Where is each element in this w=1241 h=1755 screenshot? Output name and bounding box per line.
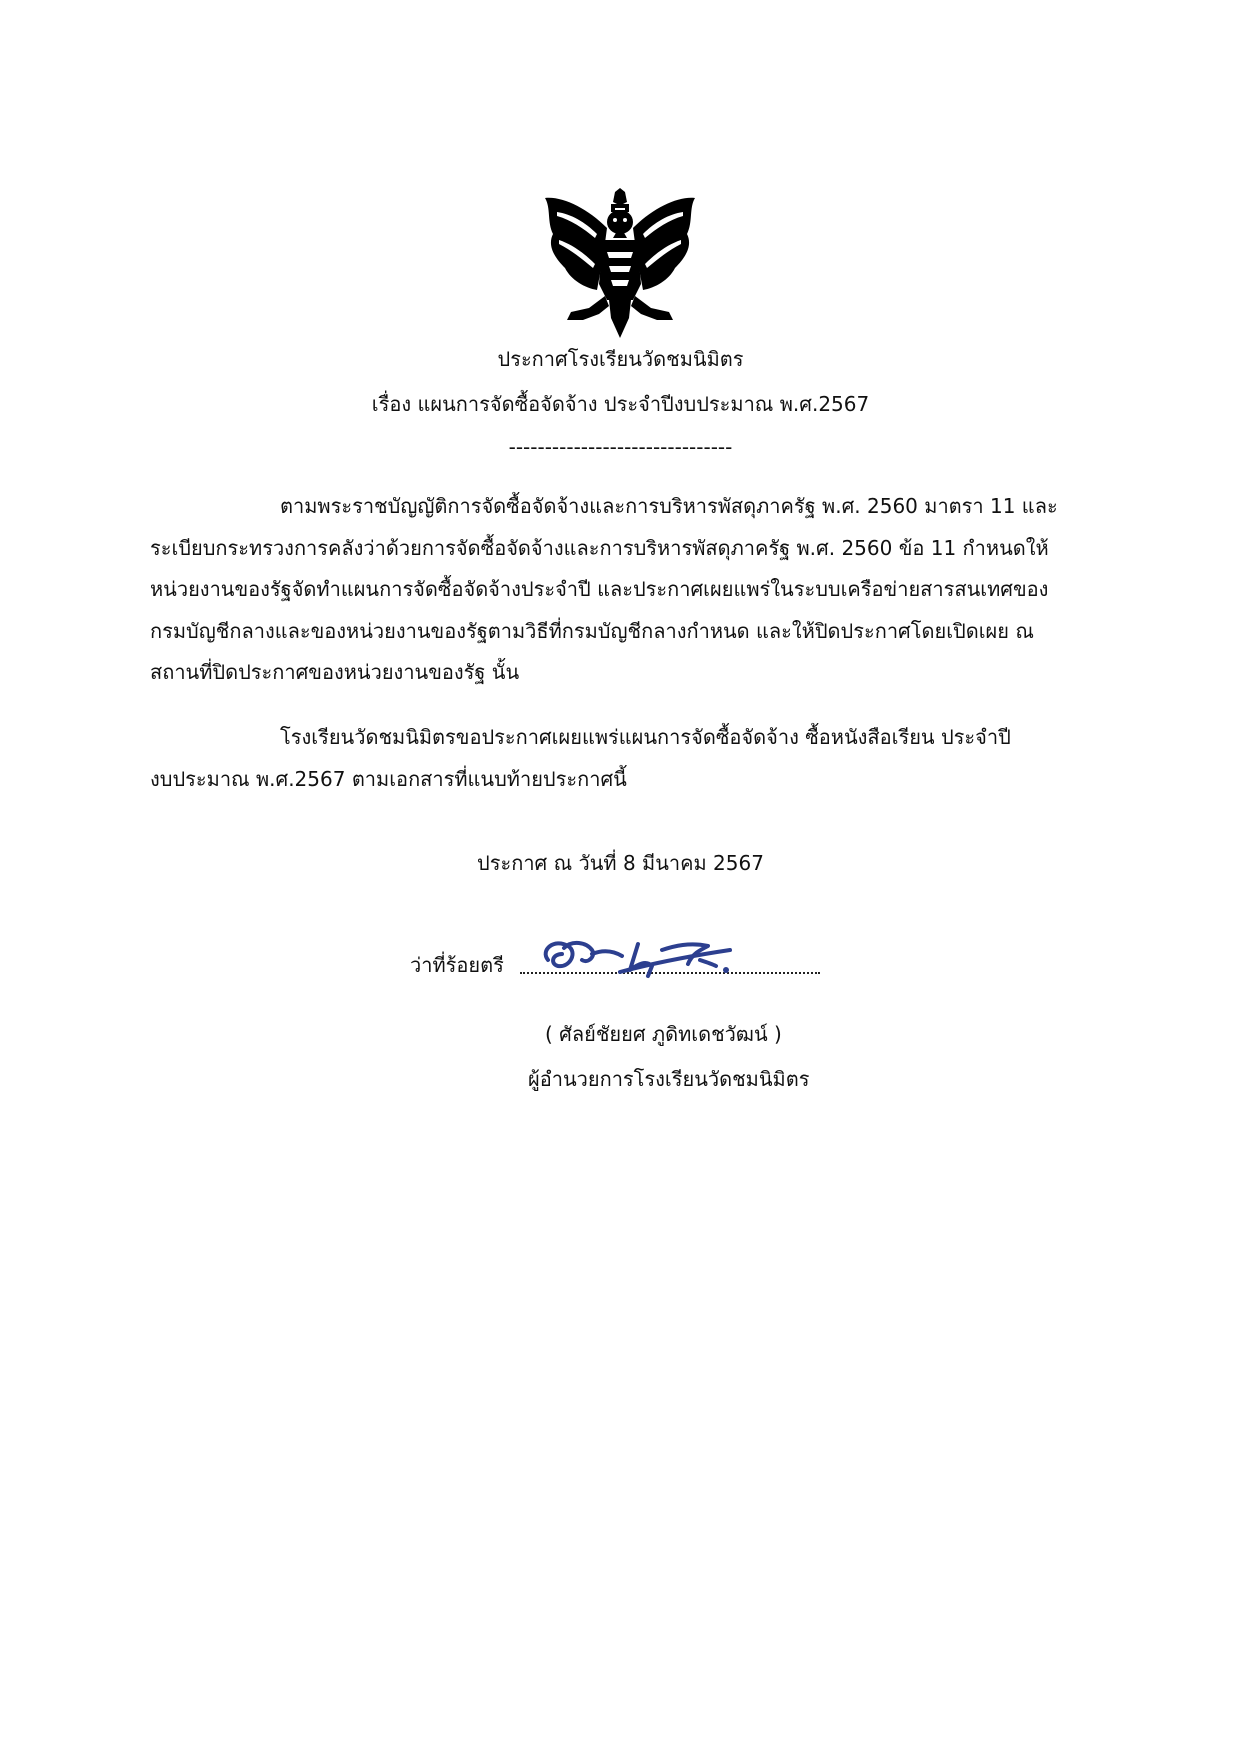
- signer-rank: ว่าที่ร้อยตรี: [410, 953, 504, 977]
- paragraph-line: งบประมาณ พ.ศ.2567 ตามเอกสารที่แนบท้ายประกาศนี้: [150, 766, 627, 791]
- document-title: ประกาศโรงเรียนวัดชมนิมิตร: [497, 347, 744, 371]
- paragraph-line: โรงเรียนวัดชมนิมิตรขอประกาศเผยแพร่แผนการจัดซื้อจัดจ้าง ซื้อหนังสือเรียน ประจำปี: [280, 725, 1011, 749]
- handwritten-signature-icon: [530, 920, 760, 1000]
- paragraph-line: สถานที่ปิดประกาศของหน่วยงานของรัฐ นั้น: [150, 660, 520, 684]
- paragraph-line: ตามพระราชบัญญัติการจัดซื้อจัดจ้างและการบริหารพัสดุภาครัฐ พ.ศ. 2560 มาตรา 11 และ: [280, 494, 1058, 518]
- paragraph-line: กรมบัญชีกลางและของหน่วยงานของรัฐตามวิธีที่กรมบัญชีกลางกำหนด และให้ปิดประกาศโดยเปิดเผย ณ: [150, 618, 1034, 643]
- signer-position: ผู้อำนวยการโรงเรียนวัดชมนิมิตร: [528, 1067, 810, 1091]
- announcement-date: ประกาศ ณ วันที่ 8 มีนาคม 2567: [477, 851, 764, 875]
- paragraph-line: ระเบียบกระทรวงการคลังว่าด้วยการจัดซื้อจัดจ้างและการบริหารพัสดุภาครัฐ พ.ศ. 2560 ข้อ 11 กำหนดให้: [150, 535, 1049, 560]
- paragraph-line: หน่วยงานของรัฐจัดทำแผนการจัดซื้อจัดจ้างประจำปี และประกาศเผยแพร่ในระบบเครือข่ายสารสนเทศของ: [150, 577, 1049, 601]
- body-paragraph-2: [150, 717, 1090, 800]
- body-paragraph-1: [150, 486, 1090, 694]
- document-subject: เรื่อง แผนการจัดซื้อจัดจ้าง ประจำปีงบประมาณ พ.ศ.2567: [371, 392, 870, 416]
- garuda-emblem-icon: [537, 188, 703, 340]
- signer-name: ( ศัลย์ชัยยศ ภูดิทเดชวัฒน์ ): [545, 1022, 782, 1046]
- title-divider: -------------------------------: [508, 435, 733, 459]
